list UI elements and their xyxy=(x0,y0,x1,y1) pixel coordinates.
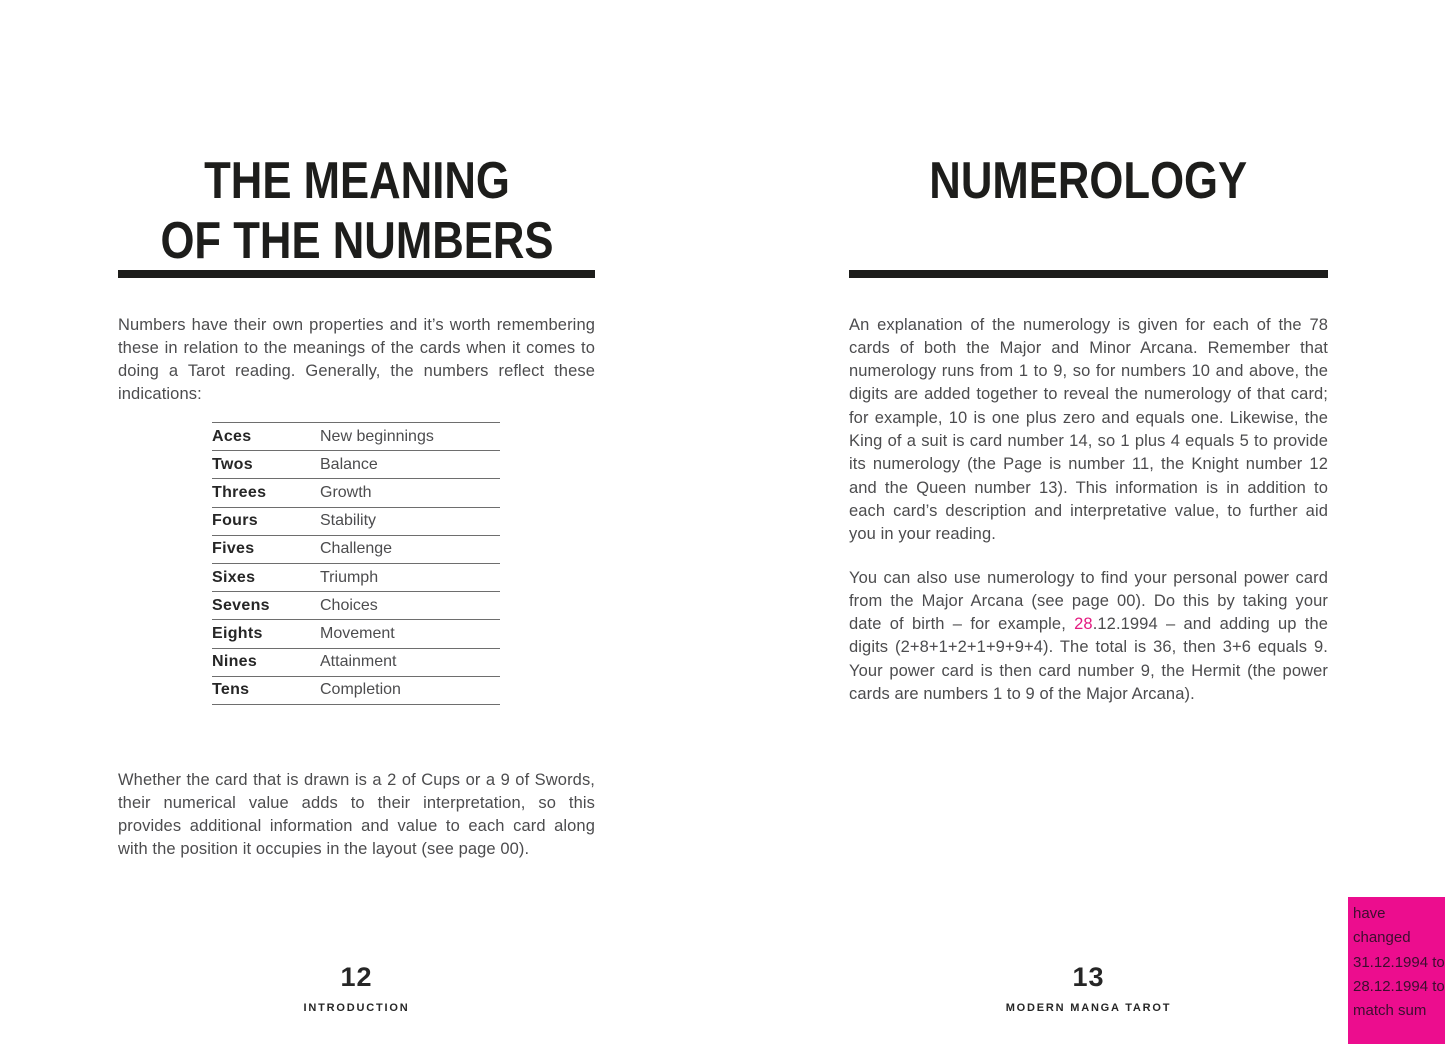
right-title-rule xyxy=(849,270,1328,278)
number-label: Fives xyxy=(212,540,255,558)
number-meaning: Choices xyxy=(320,596,378,614)
paragraph-text-before: You can also use numerology to find your personal power card from the Major Arcana (see page 00). Do this by taking your date of birth – for example, xyxy=(849,568,1328,634)
right-page-footer xyxy=(849,962,1328,1014)
left-intro-paragraph: Numbers have their own properties and it’s worth remembering these in relation to the meanings of the cards when it comes to doing a Tarot reading. Generally, the numbers reflect these indications: xyxy=(118,315,595,404)
table-row xyxy=(212,563,500,591)
number-label: Aces xyxy=(212,427,252,445)
number-meaning: Movement xyxy=(320,624,395,642)
number-label: Sixes xyxy=(212,568,256,586)
left-title-rule xyxy=(118,270,595,278)
number-label: Fours xyxy=(212,512,258,530)
annotation-line: 31.12.1994 to xyxy=(1353,953,1445,971)
number-label: Threes xyxy=(212,483,267,501)
left-page-title xyxy=(118,151,595,271)
number-label: Nines xyxy=(212,653,258,671)
annotation-note xyxy=(1348,897,1445,1044)
table-row xyxy=(212,478,500,506)
numbers-meaning-table xyxy=(212,422,500,705)
left-page-footer xyxy=(118,962,595,1014)
left-closing-paragraph: Whether the card that is drawn is a 2 of Cups or a 9 of Swords, their numerical value adds to their interpretation, so this provides additional information and value to each card along with the position it occupies in the layout (see page 00). xyxy=(118,770,595,859)
paragraph-text-after: .12.1994 – and adding up the digits (2+8+1+2+1+9+9+4). The total is 36, then 3+6 equals 9. Your power card is then card number 9, the Hermit (the power cards are numbers 1 to 9 of the Major Arcana). xyxy=(849,615,1329,703)
number-meaning: New beginnings xyxy=(320,427,434,445)
left-title-line-1: THE MEANING xyxy=(203,151,510,210)
annotation-line: match sum xyxy=(1353,1002,1427,1020)
number-meaning: Challenge xyxy=(320,540,393,558)
left-page-number: 12 xyxy=(340,962,373,992)
table-row xyxy=(212,619,500,647)
left-running-head: INTRODUCTION xyxy=(303,1002,410,1014)
table-row xyxy=(212,591,500,619)
number-meaning: Balance xyxy=(320,455,378,473)
table-row xyxy=(212,450,500,478)
right-page-title xyxy=(849,151,1328,211)
table-row xyxy=(212,422,500,450)
right-title-line: NUMEROLOGY xyxy=(929,151,1248,210)
table-row xyxy=(212,535,500,563)
number-label: Eights xyxy=(212,624,263,642)
annotation-line: changed xyxy=(1353,929,1411,947)
number-meaning: Stability xyxy=(320,512,377,530)
number-meaning: Completion xyxy=(320,681,401,699)
number-label: Tens xyxy=(212,681,250,699)
right-paragraph-2 xyxy=(849,567,1328,707)
annotation-line: 28.12.1994 to xyxy=(1353,977,1445,995)
number-label: Twos xyxy=(212,455,253,473)
table-row xyxy=(212,648,500,676)
number-meaning: Attainment xyxy=(320,653,397,671)
table-row xyxy=(212,507,500,535)
left-title-line-2: OF THE NUMBERS xyxy=(159,211,554,270)
right-page-number: 13 xyxy=(1072,962,1105,992)
number-label: Sevens xyxy=(212,596,270,614)
annotation-line: have xyxy=(1353,905,1386,922)
right-running-head: MODERN MANGA TAROT xyxy=(1005,1002,1172,1014)
right-paragraph-1: An explanation of the numerology is given for each of the 78 cards of both the Major and Minor Arcana. Remember that numerology runs from 1 to 9, so for numbers 10 and above, the digits are added together to reveal the numerology of that card; for example, 10 is one plus zero and equals one. Likewise, the King of a suit is card number 14, so 1 plus 4 equals 5 to provide its numerology (the Page is number 11, the Knight number 12 and the Queen number 13). This information is in addition to each card’s description and interpretative value, to further aid you in your reading. xyxy=(849,315,1328,544)
number-meaning: Growth xyxy=(320,483,372,501)
date-highlight: 28 xyxy=(1074,615,1093,634)
table-row xyxy=(212,676,500,705)
number-meaning: Triumph xyxy=(320,568,379,586)
